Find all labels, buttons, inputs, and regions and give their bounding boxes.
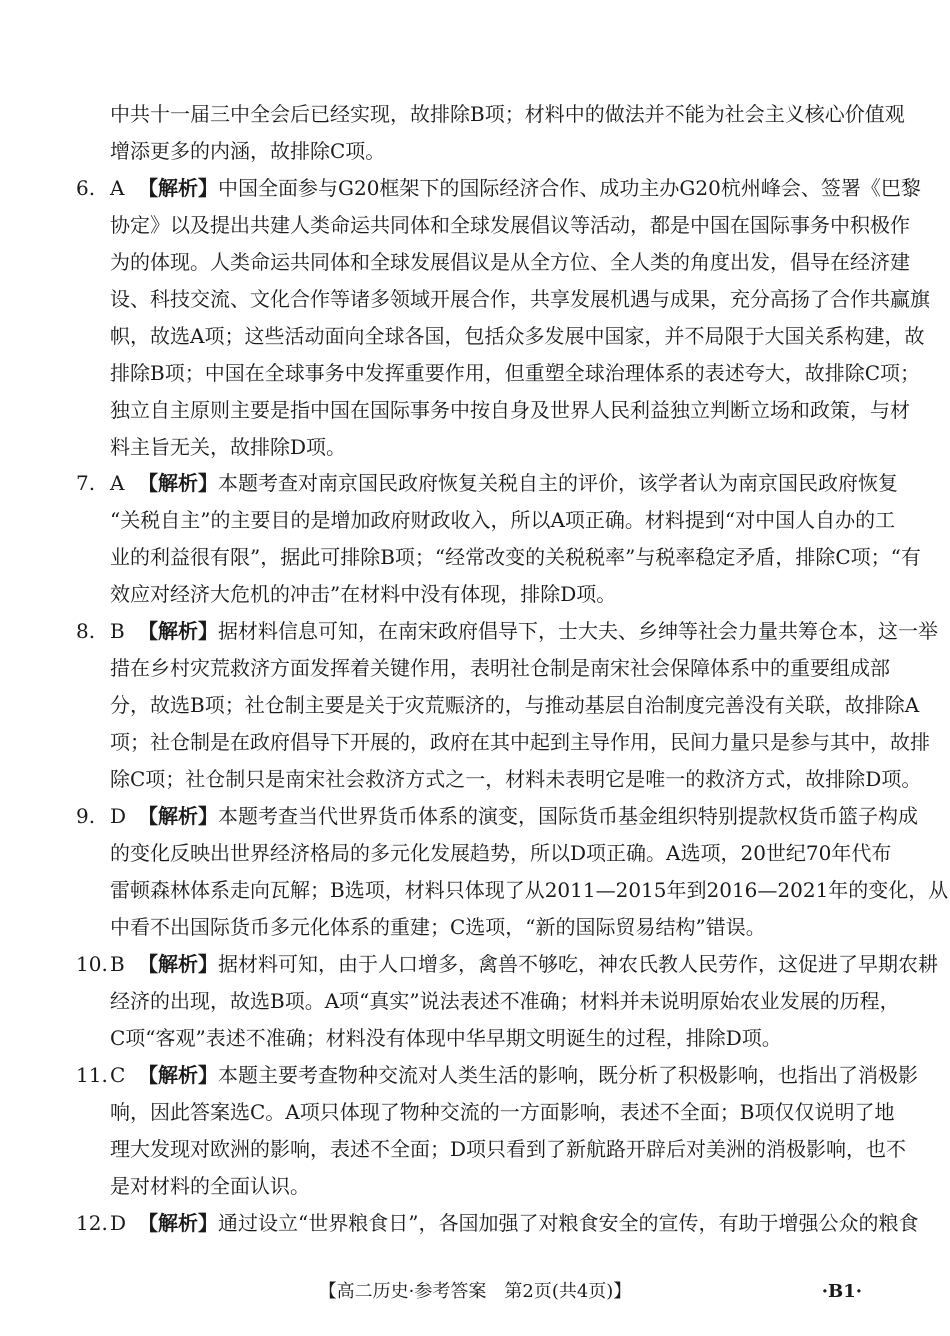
text-line: 响，因此答案选C。A项只体现了物种交流的一方面影响，表述不全面；B项仅仅说明了地 bbox=[110, 1100, 895, 1124]
text-line: 措在乡村灾荒救济方面发挥着关键作用，表明社仓制是南宋社会保障体系中的重要组成部 bbox=[110, 656, 890, 680]
answer-item-12 bbox=[76, 1205, 919, 1242]
answer-item-10 bbox=[76, 946, 938, 1057]
answer-letter: A bbox=[110, 471, 125, 495]
answer-item-6 bbox=[76, 170, 930, 466]
text-line: 本题主要考查物种交流对人类生活的影响，既分析了积极影响，也指出了消极影 bbox=[218, 1063, 918, 1087]
text-line: 据材料可知，由于人口增多，禽兽不够吃，神农氏教人民劳作，这促进了早期农耕 bbox=[218, 952, 938, 976]
page-footer bbox=[0, 1278, 950, 1306]
text-line: 是对材料的全面认识。 bbox=[110, 1174, 310, 1198]
analysis-tag: 【解析】 bbox=[138, 952, 218, 976]
answer-letter: B bbox=[110, 619, 125, 643]
text-line: 除C项；社仓制只是南宋社会救济方式之一，材料未表明它是唯一的救济方式，故排除D项。 bbox=[110, 767, 922, 791]
text-line: 中国全面参与G20框架下的国际经济合作、成功主办G20杭州峰会、签署《巴黎 bbox=[218, 176, 921, 200]
text-line: 料主旨无关，故排除D项。 bbox=[110, 435, 347, 459]
analysis-tag: 【解析】 bbox=[138, 804, 218, 828]
analysis-tag: 【解析】 bbox=[138, 471, 218, 495]
answer-item-9 bbox=[76, 798, 949, 946]
item-number: 9. bbox=[76, 804, 96, 828]
text-line: 排除B项；中国在全球事务中发挥重要作用，但重塑全球治理体系的表述夸大，故排除C项； bbox=[110, 361, 920, 385]
analysis-tag: 【解析】 bbox=[138, 176, 218, 200]
answer-letter: A bbox=[110, 176, 125, 200]
text-line: 增添更多的内涵，故排除C项。 bbox=[110, 139, 386, 163]
text-line: 为的体现。人类命运共同体和全球发展倡议是从全方位、全人类的角度出发，倡导在经济建 bbox=[110, 250, 910, 274]
text-line: 中共十一届三中全会后已经实现，故排除B项；材料中的做法并不能为社会主义核心价值观 bbox=[110, 102, 905, 126]
text-line: 独立自主原则主要是指中国在国际事务中按自身及世界人民利益独立判断立场和政策，与材 bbox=[110, 398, 910, 422]
footer-title: 【高二历史·参考答案 第2页(共4页)】 bbox=[318, 1281, 632, 1302]
analysis-tag: 【解析】 bbox=[138, 619, 218, 643]
item-number: 8. bbox=[76, 619, 96, 643]
answer-letter: B bbox=[110, 952, 125, 976]
text-line: 的变化反映出世界经济格局的多元化发展趋势，所以D项正确。A选项，20世纪70年代布 bbox=[110, 841, 892, 865]
text-line: 雷顿森林体系走向瓦解；B选项，材料只体现了从2011—2015年到2016—2021年的变化，从 bbox=[110, 878, 949, 902]
analysis-tag: 【解析】 bbox=[138, 1063, 218, 1087]
text-line: 本题考查当代世界货币体系的演变，国际货币基金组织特别提款权货币篮子构成 bbox=[218, 804, 918, 828]
answer-item-11 bbox=[76, 1057, 918, 1205]
text-line: 协定》以及提出共建人类命运共同体和全球发展倡议等活动，都是中国在国际事务中积极作 bbox=[110, 213, 910, 237]
text-line: C项“客观”表述不准确；材料没有体现中华早期文明诞生的过程，排除D项。 bbox=[110, 1026, 782, 1050]
item-number: 11. bbox=[76, 1063, 108, 1087]
answer-letter: C bbox=[110, 1063, 126, 1087]
item-number: 12. bbox=[76, 1211, 108, 1235]
item-number: 7. bbox=[76, 471, 96, 495]
text-line: 帜，故选A项；这些活动面向全球各国，包括众多发展中国家，并不局限于大国关系构建，故 bbox=[110, 324, 925, 348]
text-line: 业的利益很有限”，据此可排除B项；“经常改变的关税税率”与税率稳定矛盾，排除C项；“有 bbox=[110, 545, 921, 569]
answer-letter: D bbox=[110, 804, 127, 828]
text-line: 分，故选B项；社仓制主要是关于灾荒赈济的，与推动基层自治制度完善没有关联，故排除A bbox=[110, 693, 920, 717]
text-line: 本题考查对南京国民政府恢复关税自主的评价，该学者认为南京国民政府恢复 bbox=[218, 471, 898, 495]
text-line: 通过设立“世界粮食日”，各国加强了对粮食安全的宣传，有助于增强公众的粮食 bbox=[218, 1211, 919, 1235]
analysis-tag: 【解析】 bbox=[138, 1211, 218, 1235]
text-line: 中看不出国际货币多元化体系的重建；C选项，“新的国际贸易结构”错误。 bbox=[110, 915, 766, 939]
text-line: 经济的出现，故选B项。A项“真实”说法表述不准确；材料并未说明原始农业发展的历程， bbox=[110, 989, 900, 1013]
text-line: 理大发现对欧洲的影响，表述不全面；D项只看到了新航路开辟后对美洲的消极影响，也不 bbox=[110, 1137, 907, 1161]
text-line: 效应对经济大危机的冲击”在材料中没有体现，排除D项。 bbox=[110, 582, 617, 606]
intro-block bbox=[76, 96, 905, 170]
footer-code: ·B1· bbox=[821, 1281, 862, 1302]
text-line: 项；社仓制是在政府倡导下开展的，政府在其中起到主导作用，民间力量只是参与其中，故排 bbox=[110, 730, 930, 754]
item-number: 6. bbox=[76, 176, 96, 200]
answer-letter: D bbox=[110, 1211, 127, 1235]
text-line: 据材料信息可知，在南宋政府倡导下，士大夫、乡绅等社会力量共筹仓本，这一举 bbox=[218, 619, 938, 643]
answer-item-8 bbox=[76, 613, 938, 798]
item-number: 10. bbox=[76, 952, 108, 976]
text-line: “关税自主”的主要目的是增加政府财政收入，所以A项正确。材料提到“对中国人自办的工 bbox=[110, 508, 896, 532]
answer-item-7 bbox=[76, 465, 921, 613]
text-line: 设、科技交流、文化合作等诸多领域开展合作，共享发展机遇与成果，充分高扬了合作共赢旗 bbox=[110, 287, 930, 311]
